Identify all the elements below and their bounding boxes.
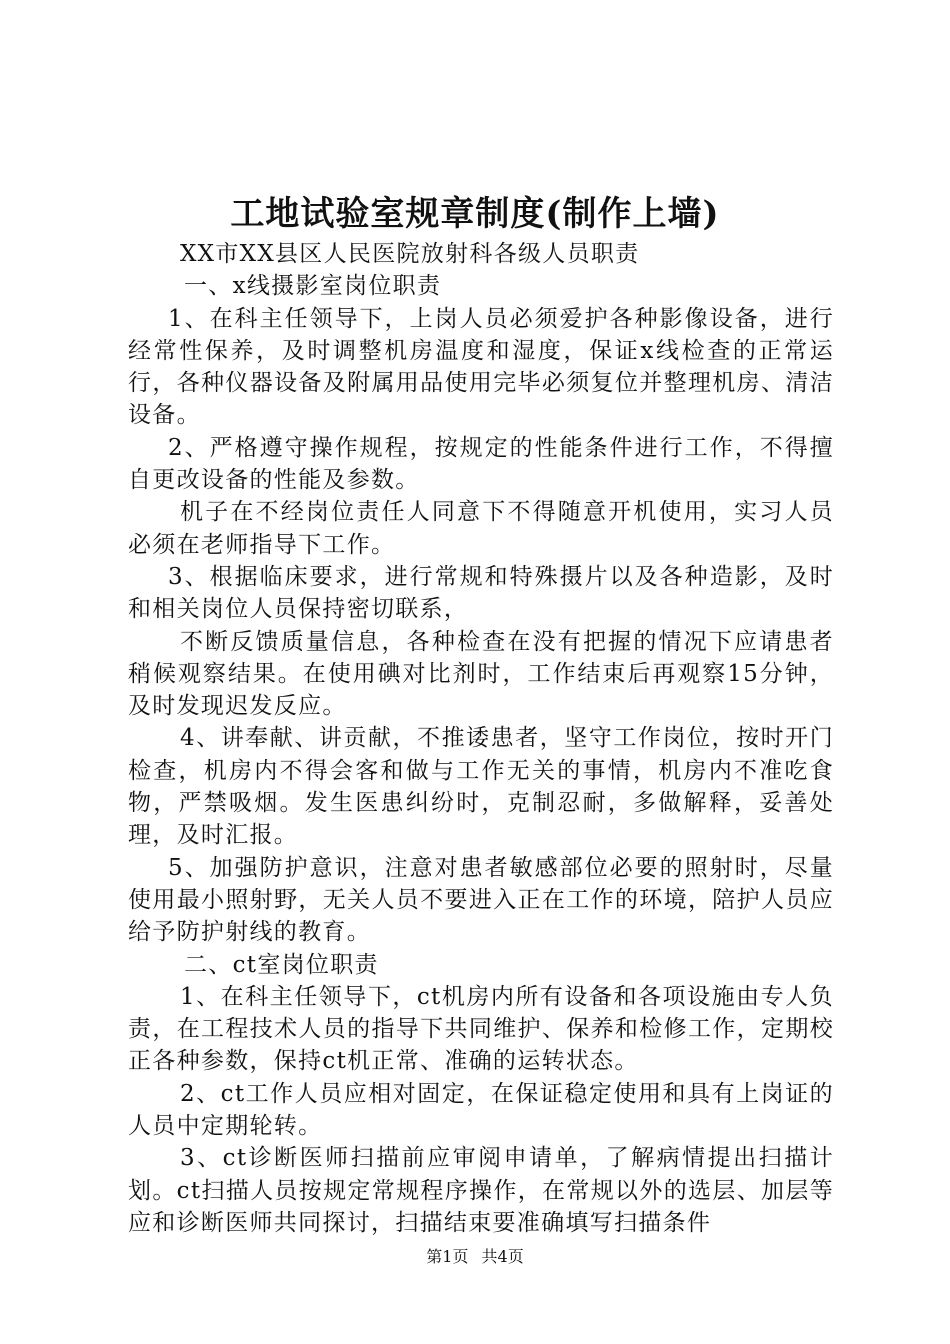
- paragraph-xray-item-4: 4、讲奉献、讲贡献，不推诿患者，坚守工作岗位，按时开门检查，机房内不得会客和做与工作无关的事情，机房内不准吃食物，严禁吸烟。发生医患纠纷时，克制忍耐，多做解释，妥善处理，及时汇报。: [128, 725, 834, 849]
- paragraph-ct-item-3: 3、ct诊断医师扫描前应审阅申请单，了解病情提出扫描计划。ct扫描人员按规定常规程序操作，在常规以外的选层、加层等应和诊断医师共同探讨，扫描结束要准确填写扫描条件: [128, 1145, 834, 1236]
- paragraph-ct-item-1: 1、在科主任领导下，ct机房内所有设备和各项设施由专人负责，在工程技术人员的指导下共同维护、保养和检修工作，定期校正各种参数，保持ct机正常、准确的运转状态。: [128, 983, 834, 1075]
- page-number: 第1页: [426, 1247, 469, 1266]
- paragraph-xray-item-1: 1、在科主任领导下，上岗人员必须爱护各种影像设备，进行经常性保养，及时调整机房温度和湿度，保证x线检查的正常运行，各种仪器设备及附属用品使用完毕必须复位并整理机房、清洁设备。: [128, 305, 834, 429]
- paragraph-section-heading-ct: 二、ct室岗位职责: [184, 951, 379, 978]
- paragraph-xray-item-2: 2、严格遵守操作规程，按规定的性能条件进行工作，不得擅自更改设备的性能及参数。: [128, 434, 834, 494]
- paragraph-xray-item-3: 3、根据临床要求，进行常规和特殊摄片以及各种造影，及时和相关岗位人员保持密切联系，: [128, 563, 834, 623]
- document-title: 工地试验室规章制度(制作上墙): [230, 194, 720, 234]
- page-footer: [0, 1244, 950, 1267]
- paragraph-xray-item-5: 5、加强防护意识，注意对患者敏感部位必要的照射时，尽量使用最小照射野，无关人员不要进入正在工作的环境，陪护人员应给予防护射线的教育。: [128, 854, 834, 946]
- paragraph-subtitle: XX市XX县区人民医院放射科各级人员职责: [180, 241, 640, 267]
- document-body: [128, 238, 834, 1239]
- paragraph-xray-feedback: 不断反馈质量信息，各种检查在没有把握的情况下应请患者稍候观察结果。在使用碘对比剂时，工作结束后再观察15分钟，及时发现迟发反应。: [128, 628, 834, 720]
- paragraph-section-heading-xray: 一、x线摄影室岗位职责: [184, 273, 442, 300]
- paragraph-ct-item-2: 2、ct工作人员应相对固定，在保证稳定使用和具有上岗证的人员中定期轮转。: [128, 1080, 834, 1140]
- paragraph-xray-machine-note: 机子在不经岗位责任人同意下不得随意开机使用，实习人员必须在老师指导下工作。: [128, 499, 834, 558]
- page-total: 共4页: [481, 1247, 524, 1266]
